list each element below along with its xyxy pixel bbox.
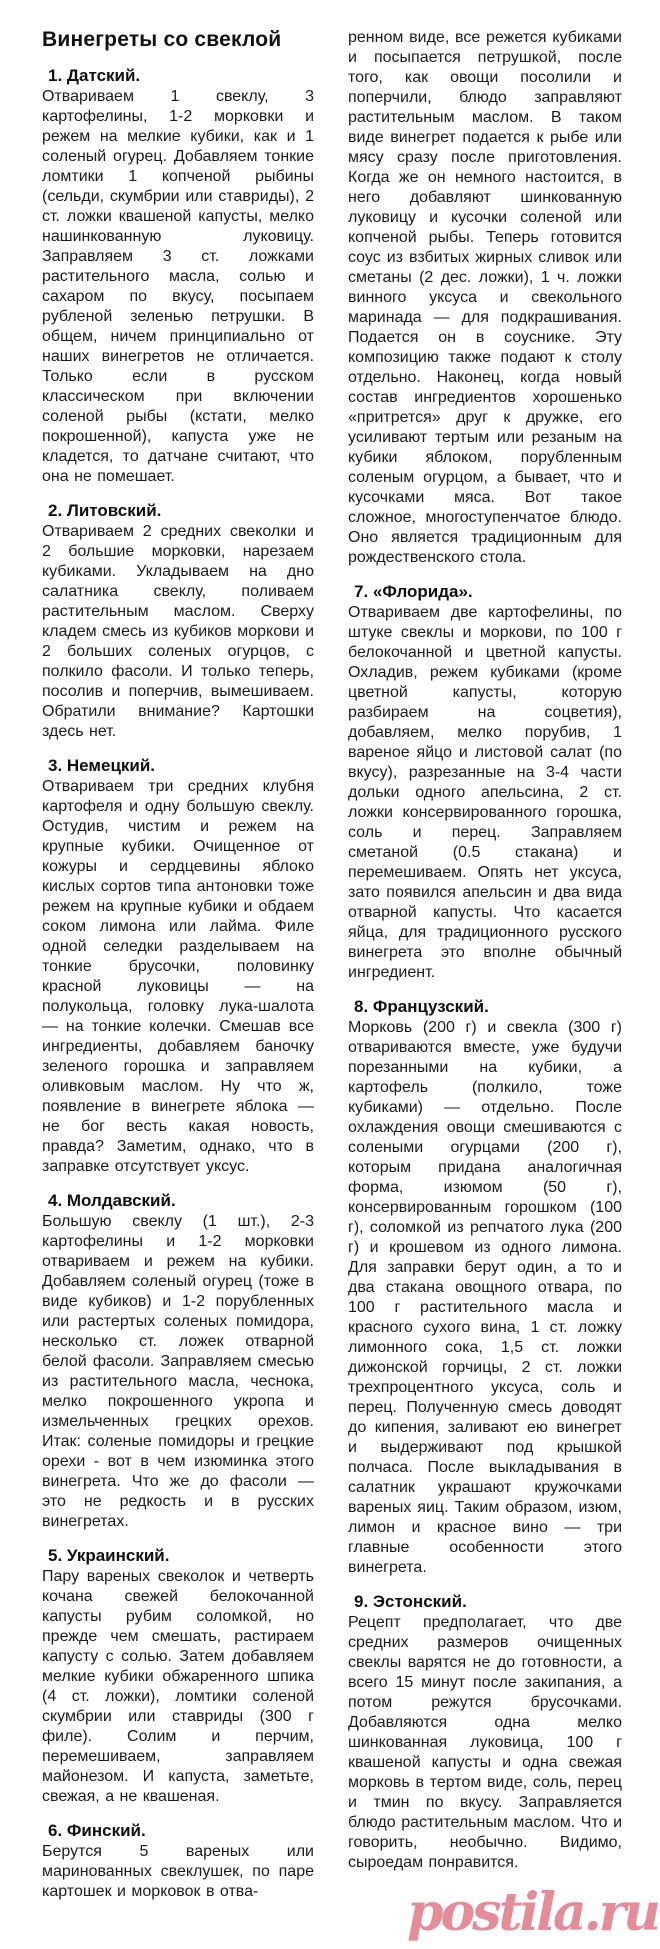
- watermark-postila-logo: postila.ru: [407, 1882, 658, 1943]
- recipe-body: Рецепт предполагает, что две средних размеров очищенных свеклы варятся не до готовности, а всего 15 минут после закипания, а потом режутся брусочками. Добавляются одна мелко шинкованная луковица, 100 г квашеной капусты и одна свежая морковь в тертом виде, соль, перец и тмин по вкусу. Заправляется блюдо растительным маслом. Что и говорить, необычно. Видимо, сыроедам понравится.: [348, 1614, 622, 1871]
- recipe-heading: 5. Украинский.: [48, 1546, 170, 1565]
- article-column-right: [348, 28, 622, 1873]
- recipe-body: Пару вареных свеколок и четверть кочана свежей белокочанной капусты рубим соломкой, но прежде чем смешать, растираем капусту с солью. Затем добавляем мелкие кубики обжаренного шпика (4 ст. ложки), ломтики соленой скумбрии или ставриды (300 г филе). Солим и перчим, перемешиваем, заправляем майонезом. И капуста, заметьте, свежая, а не квашеная.: [42, 1568, 314, 1805]
- recipe-heading: 4. Молдавский.: [48, 1191, 176, 1210]
- recipe-heading: 1. Датский.: [48, 66, 141, 85]
- recipe-body: ренном виде, все режется кубиками и посыпается петрушкой, после того, как овощи посолили и поперчили, блюдо заправляют растительным маслом. В таком виде винегрет подается к рыбе или мясу сразу после приготовления. Когда же он немного настоится, в него добавляют шинкованную луковицу и кусочки соленой или копченой рыбы. Теперь готовится соус из взбитых жирных сливок или сметаны (2 дес. ложки), 1 ч. ложки винного уксуса и свекольного маринада — для подкрашивания. Подается он в соуснике. Эту композицию также подают к столу отдельно. Наконец, когда новый состав ингредиентов хорошенько «притрется» друг к дружке, его усиливают тертым или резаным на кубики яблоком, порубленным соленым огурцом, а бывает, что и кусочками мяса. Вот такое сложное, многоступенчатое блюдо. Оно является традиционным для рождественского стола.: [348, 29, 622, 566]
- recipe-heading: 7. «Флорида».: [354, 582, 473, 601]
- recipe-body: Отвариваем две картофелины, по штуке свеклы и моркови, по 100 г белокочанной и цветной капусты. Охладив, режем кубиками (кроме цветной капусты, которую разбираем на соцветия), добавляем, мелко порубив, 1 вареное яйцо и листовой салат (по вкусу), разрезанные на 3-4 части дольки одного апельсина, 2 ст. ложки консервированного горошка, соль и перец. Заправляем сметаной (0.5 стакана) и перемешиваем. Опять нет уксуса, зато появился апельсин и два вида отварной капусты. Что касается яйца, для традиционного русского винегрета это вполне обычный ингредиент.: [348, 604, 622, 981]
- page-title: Винегреты со свеклой: [42, 28, 282, 51]
- recipe-heading: 8. Французский.: [354, 997, 489, 1016]
- recipe-body: Отвариваем 2 средних свеколки и 2 большие морковки, нарезаем кубиками. Укладываем на дно салатника свеклу, поливаем растительным маслом. Сверху кладем смесь из кубиков моркови и 2 больших соленых огурцов, с полкило фасоли. И только теперь, посолив и поперчив, вымешиваем. Обратили внимание? Картошки здесь нет.: [42, 523, 314, 740]
- recipe-heading: 3. Немецкий.: [48, 756, 156, 775]
- recipe-body: Отвариваем 1 свеклу, 3 картофелины, 1-2 морковки и режем на мелкие кубики, как и 1 соленый огурец. Добавляем тонкие ломтики 1 копченой рыбины (сельди, скумбрии или ставриды), 2 ст. ложки квашеной капусты, мелко нашинкованную луковицу. Заправляем 3 ст. ложками растительного масла, солью и сахаром по вкусу, посыпаем рубленой зеленью петрушки. В общем, ничем принципиально от наших винегретов не отличается. Только если в русском классическом при включении соленой рыбы (кстати, мелко покрошенной), капуста уже не кладется, то датчане считают, что она не помешает.: [42, 88, 314, 485]
- recipe-heading: 2. Литовский.: [48, 501, 162, 520]
- recipe-heading: 6. Финский.: [48, 1821, 146, 1840]
- recipe-heading: 9. Эстонский.: [354, 1592, 467, 1611]
- article-column-left: [42, 28, 314, 1902]
- recipe-body: Отвариваем три средних клубня картофеля и одну большую свеклу. Остудив, чистим и режем на крупные кубики. Очищенное от кожуры и сердцевины яблоко кислых сортов типа антоновки тоже режем на крупные кубики и обдаем соком лимона или лайма. Филе одной селедки разделываем на тонкие брусочки, половинку красной луковицы — на полукольца, головку лука-шалота — на тонкие колечки. Смешав все ингредиенты, добавляем баночку зеленого горошка и заправляем оливковым маслом. Ну что ж, появление в винегрете яблока — не бог весть какая новость, правда? Заметим, однако, что в заправке отсутствует уксус.: [42, 778, 314, 1175]
- recipe-body: Морковь (200 г) и свекла (300 г) отвариваются вместе, уже будучи порезанными на кубики, а картофель (полкило, тоже кубиками) — отдельно. После охлаждения овощи смешиваются с солеными огурцами (200 г), которым придана аналогичная форма, изюмом (50 г), консервированным горошком (100 г), соломкой из репчатого лука (200 г) и крошевом из одного лимона. Для заправки берут один, а то и два стакана овощного отвара, по 100 г растительного масла и красного сухого вина, 1 ст. ложку лимонного сока, 1,5 ст. ложки дижонской горчицы, 2 ст. ложки трехпроцентного уксуса, соль и перец. Полученную смесь доводят до кипения, заливают ею винегрет и выдерживают под крышкой полчаса. После выкладывания в салатник украшают кружочками вареных яиц. Таким образом, изюм, лимон и красное вино — три главные особенности этого винегрета.: [348, 1019, 622, 1576]
- recipe-body: Большую свеклу (1 шт.), 2-3 картофелины и 1-2 морковки отвариваем и режем на кубики. Добавляем соленый огурец (тоже в виде кубиков) и 1-2 порубленных или растертых соленых помидора, несколько ст. ложек отварной белой фасоли. Заправляем смесью из растительного масла, чеснока, мелко покрошенного укропа и измельченных грецких орехов. Итак: соленые помидоры и грецкие орехи - вот в чем изюминка этого винегрета. Что же до фасоли — это не редкость и в русских винегретах.: [42, 1213, 314, 1530]
- recipe-body: Берутся 5 вареных или маринованных свеклушек, по паре картошек и морковок в отва-: [42, 1843, 314, 1900]
